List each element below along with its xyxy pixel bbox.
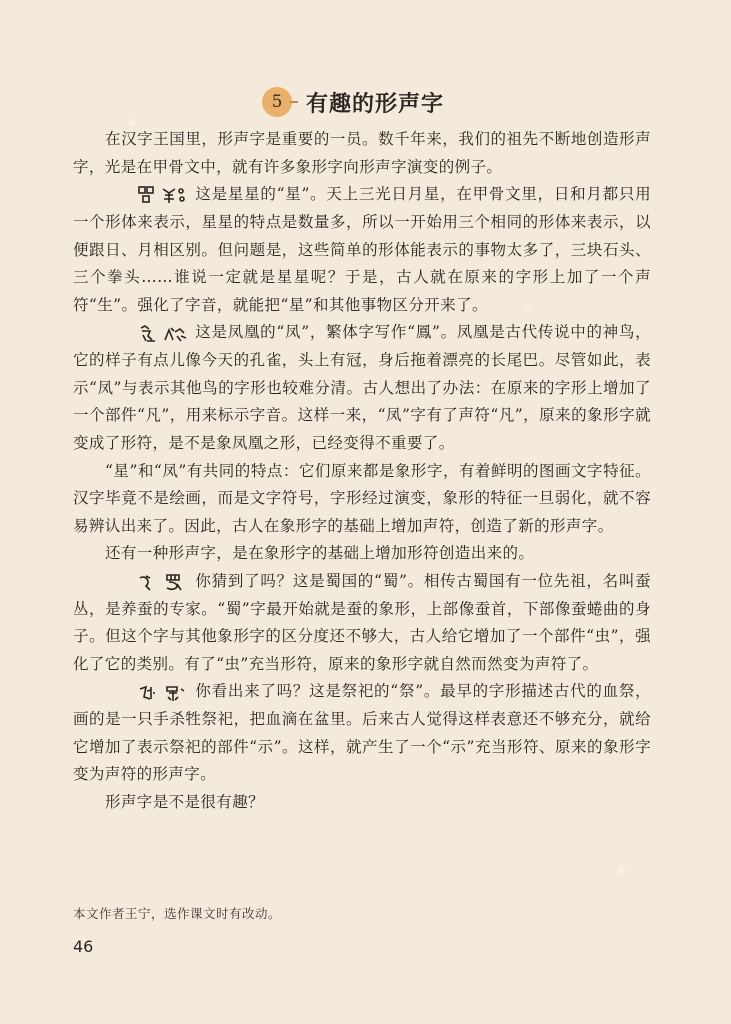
paragraph: [73, 678, 651, 789]
source-note: 本文作者王宁，选作课文时有改动。: [73, 906, 282, 921]
page-number: 46: [73, 937, 94, 956]
lesson-title: 有趣的形声字: [306, 91, 445, 117]
paragraph: [73, 540, 651, 568]
paragraph-text: 还有一种形声字，是在象形字的基础上增加形符创造出来的。: [105, 544, 535, 563]
paragraph: [73, 319, 651, 457]
lesson-number: 5: [271, 92, 283, 112]
article-body: [73, 126, 651, 817]
paragraph: [73, 126, 651, 181]
paragraph-text: 你看出来了吗？这是祭祀的“祭”。最早的字形描述古代的血祭，画的是一只手杀牲祭祀，把血滴在盆里。后来古人觉得这样表意还不够充分，就给它增加了表示祭祀的部件“示”。这样，就产生了一个“示”充当形符、原来的象形字变为声符的形声字。: [73, 682, 651, 784]
paragraph-text: 形声字是不是很有趣？: [105, 793, 265, 812]
paragraph-text: “星”和“凤”有共同的特点：它们原来都是象形字，有着鲜明的图画文字特征。汉字毕竟不是绘画，而是文字符号，字形经过演变，象形的特征一旦弱化，就不容易辨认出来了。因此，古人在象形字的基础上增加声符，创造了新的形声字。: [73, 461, 651, 535]
paragraph: [73, 181, 651, 319]
paragraph-text: 在汉字王国里，形声字是重要的一员。数千年来，我们的祖先不断地创造形声字，光是在甲骨文中，就有许多象形字向形声字演变的例子。: [73, 130, 651, 176]
paragraph: [73, 789, 651, 817]
paragraph: [73, 458, 651, 541]
paragraph-text: 这是星星的“星”。天上三光日月星，在甲骨文里，日和月都只用一个形体来表示，星星的特点是数量多，所以一开始用三个相同的形体来表示，以便跟日、月相区别。但问题是，这些简单的形体能表示的事物太多了，三块石头、三个拳头……谁说一定就是星星呢？于是，古人就在原来的字形上加了一个声符“生”。强化了字音，就能把“星”和其他事物区分开来了。: [73, 185, 651, 314]
paragraph: [73, 568, 651, 679]
lesson-header: [262, 84, 444, 120]
paragraph-text: 这是凤凰的“凤”，繁体字写作“鳳”。凤凰是古代传说中的神鸟，它的样子有点儿像今天的孔雀，头上有冠，身后拖着漂亮的长尾巴。尽管如此，表示“凤”与表示其他鸟的字形也较难分清。古人想出了办法：在原来的字形上增加了一个部件“凡”，用来标示字音。这样一来，“凤”字有了声符“凡”，原来的象形字就变成了形符，是不是象凤凰之形，已经变得不重要了。: [73, 323, 651, 452]
oracle-feng-icon: [105, 320, 189, 348]
oracle-ji-icon: [105, 679, 189, 707]
oracle-xing-icon: [105, 181, 189, 209]
paragraph-text: 你猜到了吗？这是蜀国的“蜀”。相传古蜀国有一位先祖，名叫蚕丛，是养蚕的专家。“蜀”字最开始就是蚕的象形，上部像蚕首，下部像蚕蜷曲的身子。但这个字与其他象形字的区分度还不够大，古人给它增加了一个部件“虫”，强化了它的类别。有了“虫”充当形符，原来的象形字就自然而然变为声符了。: [73, 571, 651, 673]
lesson-number-badge: [262, 87, 292, 117]
oracle-shu-icon: [105, 568, 189, 596]
